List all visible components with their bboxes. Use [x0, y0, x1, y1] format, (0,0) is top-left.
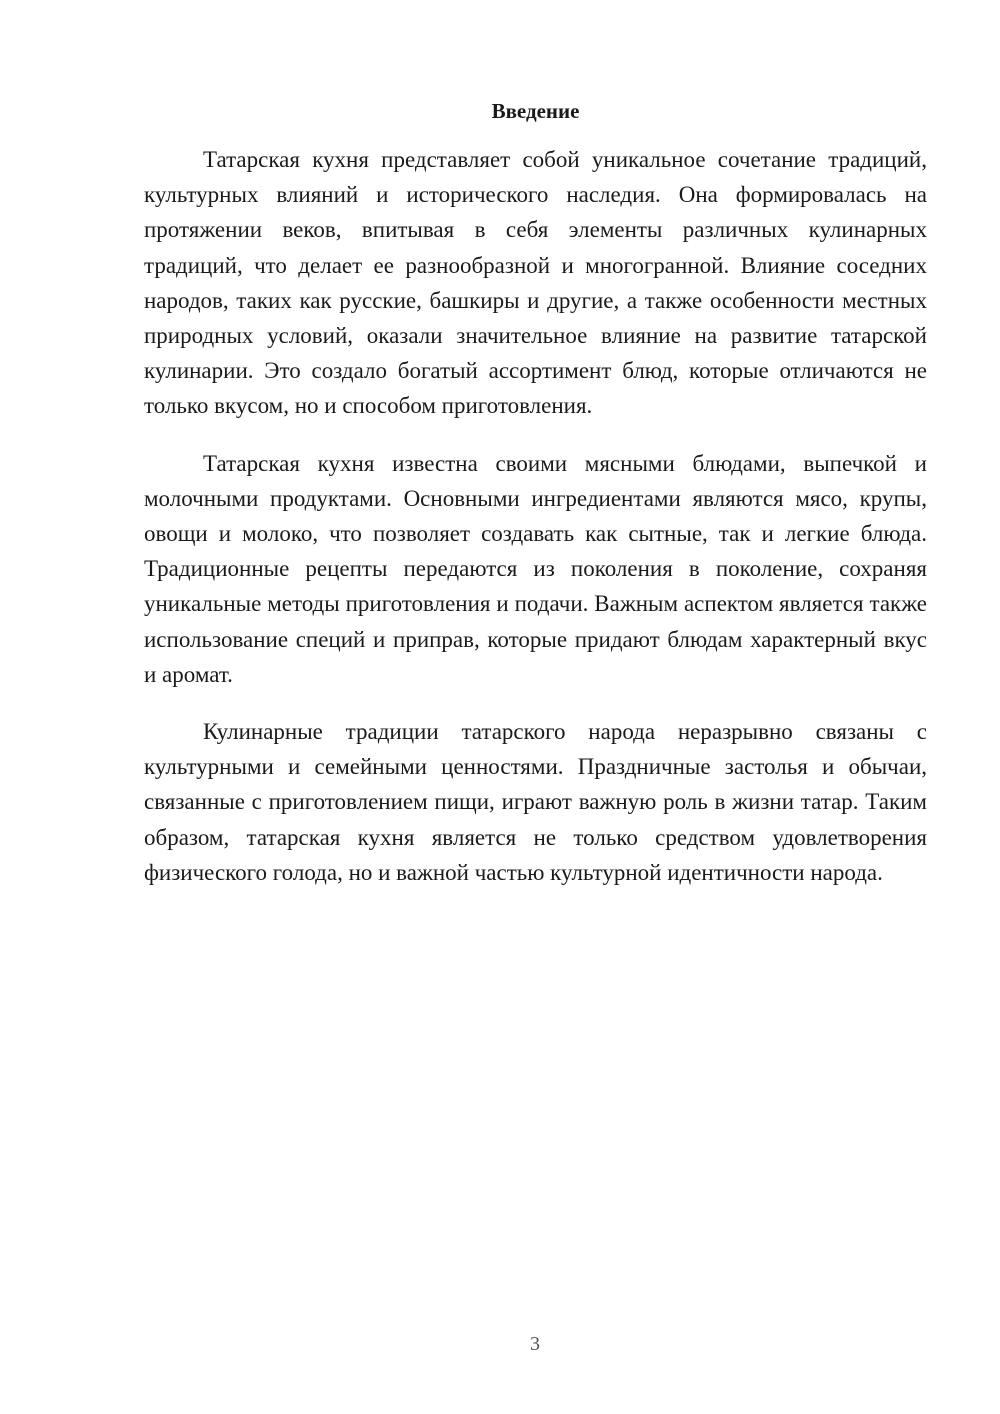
- paragraph-1: Татарская кухня представляет собой уникальное сочетание традиций, культурных влияний и исторического наследия. Она формировалась на протяжении веков, впитывая в себя элементы различных кулинарных традиций, что делает ее разнообразной и многогранной. Влияние соседних народов, таких как русские, башкиры и другие, а также особенности местных природных условий, оказали значительное влияние на развитие татарской кулинарии. Это создало богатый ассортимент блюд, которые отличаются не только вкусом, но и способом приготовления.: [144, 147, 927, 419]
- page-number: 3: [530, 1333, 540, 1355]
- body-text: [144, 142, 927, 912]
- paragraph-3: Кулинарные традиции татарского народа неразрывно связаны с культурными и семейными ценностями. Праздничные застолья и обычаи, связанные с приготовлением пищи, играют важную роль в жизни татар. Таким образом, татарская кухня является не только средством удовлетворения физического голода, но и важной частью культурной идентичности народа.: [144, 719, 927, 885]
- section-title: Введение: [491, 99, 580, 123]
- paragraph-2: Татарская кухня известна своими мясными блюдами, выпечкой и молочными продуктами. Основными ингредиентами являются мясо, крупы, овощи и молоко, что позволяет создавать как сытные, так и легкие блюда. Традиционные рецепты передаются из поколения в поколение, сохраняя уникальные методы приготовления и подачи. Важным аспектом является также использование специй и приправ, которые придают блюдам характерный вкус и аромат.: [144, 450, 927, 687]
